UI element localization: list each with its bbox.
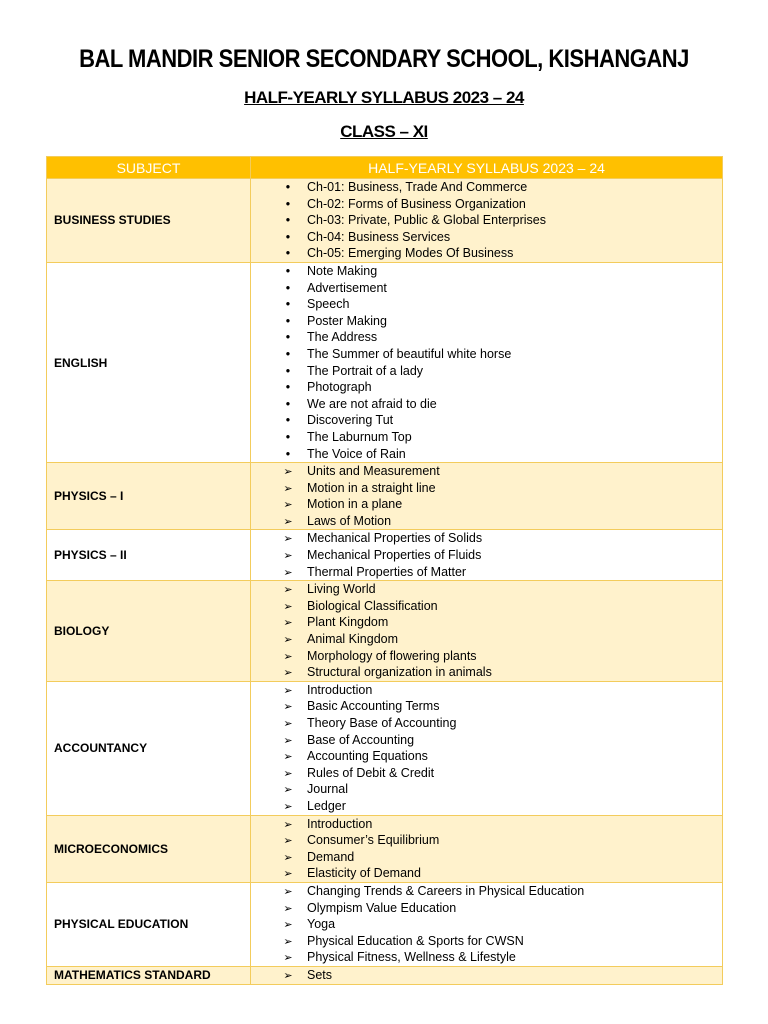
subject-column-header: SUBJECT [47, 157, 251, 179]
arrow-bullet-icon [281, 715, 295, 733]
arrow-bullet-icon [281, 547, 295, 565]
bullet-icon [281, 363, 295, 380]
arrow-bullet-icon [281, 614, 295, 632]
list-item [251, 883, 722, 900]
table-header-row [47, 157, 723, 179]
table-body [47, 179, 723, 985]
topic-label: Olympism Value Education [307, 900, 457, 915]
topic-list [251, 682, 722, 815]
topic-label: Advertisement [307, 280, 387, 295]
list-item [251, 480, 722, 497]
arrow-bullet-icon [281, 530, 295, 548]
topic-list [251, 816, 722, 882]
syllabus-cell [251, 530, 723, 581]
topic-label: Animal Kingdom [307, 632, 399, 647]
syllabus-table [46, 156, 723, 985]
subject-name: PHYSICS – II [47, 530, 251, 581]
list-item [251, 664, 722, 681]
arrow-bullet-icon [281, 648, 295, 666]
topic-label: Ch-04: Business Services [307, 229, 451, 244]
list-item [251, 698, 722, 715]
bullet-icon [281, 229, 295, 246]
topic-label: Mechanical Properties of Fluids [307, 548, 482, 563]
list-item [251, 832, 722, 849]
topic-label: Rules of Debit & Credit [307, 765, 435, 780]
list-item [251, 967, 722, 984]
topic-label: Structural organization in animals [307, 665, 492, 680]
topic-label: Ch-02: Forms of Business Organization [307, 196, 526, 211]
topic-list [251, 967, 722, 984]
list-item [251, 280, 722, 297]
list-item [251, 245, 722, 262]
topic-label: Ledger [307, 798, 346, 813]
list-item [251, 329, 722, 346]
bullet-icon [281, 263, 295, 280]
topic-label: Discovering Tut [307, 413, 394, 428]
list-item [251, 412, 722, 429]
arrow-bullet-icon [281, 496, 295, 514]
syllabus-heading: HALF-YEARLY SYLLABUS 2023 – 24 [244, 88, 524, 107]
arrow-bullet-icon [281, 849, 295, 867]
arrow-bullet-icon [281, 480, 295, 498]
syllabus-cell [251, 463, 723, 530]
topic-label: Consumer’s Equilibrium [307, 833, 440, 848]
subject-name: BIOLOGY [47, 581, 251, 682]
list-item [251, 581, 722, 598]
arrow-bullet-icon [281, 748, 295, 766]
list-item [251, 513, 722, 530]
topic-list [251, 179, 722, 262]
subject-name: PHYSICS – I [47, 463, 251, 530]
topic-label: Photograph [307, 380, 372, 395]
topic-label: Poster Making [307, 313, 387, 328]
topic-label: Ch-01: Business, Trade And Commerce [307, 180, 528, 194]
topic-label: Physical Education & Sports for CWSN [307, 933, 524, 948]
list-item [251, 682, 722, 699]
subject-name: ENGLISH [47, 262, 251, 462]
list-item [251, 379, 722, 396]
topic-label: Introduction [307, 682, 373, 697]
list-item [251, 781, 722, 798]
topic-label: Accounting Equations [307, 749, 428, 764]
arrow-bullet-icon [281, 765, 295, 783]
topic-label: Journal [307, 782, 348, 797]
topic-list [251, 463, 722, 529]
list-item [251, 212, 722, 229]
arrow-bullet-icon [281, 581, 295, 599]
syllabus-cell [251, 262, 723, 462]
topic-label: The Summer of beautiful white horse [307, 346, 512, 361]
topic-label: Theory Base of Accounting [307, 716, 457, 730]
list-item [251, 865, 722, 882]
topic-label: Morphology of flowering plants [307, 648, 477, 663]
arrow-bullet-icon [281, 933, 295, 951]
topic-label: The Laburnum Top [307, 429, 412, 444]
syllabus-cell [251, 815, 723, 882]
arrow-bullet-icon [281, 916, 295, 934]
arrow-bullet-icon [281, 664, 295, 682]
topic-label: Sets [307, 967, 333, 982]
arrow-bullet-icon [281, 967, 295, 985]
list-item [251, 732, 722, 749]
topic-label: Yoga [307, 917, 336, 932]
topic-label: Basic Accounting Terms [307, 699, 440, 714]
syllabus-cell [251, 581, 723, 682]
subject-name: PHYSICAL EDUCATION [47, 882, 251, 966]
topic-label: Biological Classification [307, 598, 438, 613]
list-item [251, 798, 722, 815]
topic-list [251, 581, 722, 681]
arrow-bullet-icon [281, 900, 295, 918]
bullet-icon [281, 346, 295, 363]
table-row [47, 463, 723, 530]
list-item [251, 598, 722, 615]
table-row [47, 966, 723, 984]
arrow-bullet-icon [281, 513, 295, 531]
arrow-bullet-icon [281, 865, 295, 883]
list-item [251, 715, 722, 732]
syllabus-cell [251, 179, 723, 263]
topic-label: The Voice of Rain [307, 446, 406, 461]
list-item [251, 363, 722, 380]
list-item [251, 631, 722, 648]
syllabus-cell [251, 681, 723, 815]
topic-label: Note Making [307, 263, 378, 278]
arrow-bullet-icon [281, 883, 295, 901]
list-item [251, 949, 722, 966]
bullet-icon [281, 329, 295, 346]
topic-label: Motion in a straight line [307, 480, 436, 495]
list-item [251, 396, 722, 413]
list-item [251, 179, 722, 196]
arrow-bullet-icon [281, 564, 295, 582]
subject-name: ACCOUNTANCY [47, 681, 251, 815]
table-row [47, 815, 723, 882]
subject-name: BUSINESS STUDIES [47, 179, 251, 263]
bullet-icon [281, 296, 295, 313]
subject-name: MICROECONOMICS [47, 815, 251, 882]
list-item [251, 263, 722, 280]
arrow-bullet-icon [281, 698, 295, 716]
list-item [251, 648, 722, 665]
list-item [251, 463, 722, 480]
arrow-bullet-icon [281, 732, 295, 750]
subject-name: MATHEMATICS STANDARD [47, 966, 251, 984]
table-row [47, 581, 723, 682]
bullet-icon [281, 245, 295, 262]
arrow-bullet-icon [281, 781, 295, 799]
arrow-bullet-icon [281, 798, 295, 816]
list-item [251, 446, 722, 463]
arrow-bullet-icon [281, 463, 295, 481]
list-item [251, 933, 722, 950]
table-row [47, 882, 723, 966]
topic-label: Demand [307, 849, 355, 864]
list-item [251, 346, 722, 363]
topic-list [251, 263, 722, 462]
topic-label: Motion in a plane [307, 497, 403, 512]
school-name: BAL MANDIR SENIOR SECONDARY SCHOOL, KISHANGANJ [79, 44, 689, 73]
bullet-icon [281, 196, 295, 213]
topic-label: We are not afraid to die [307, 396, 437, 411]
topic-label: Introduction [307, 816, 373, 831]
topic-label: Changing Trends & Careers in Physical Education [307, 883, 585, 898]
arrow-bullet-icon [281, 832, 295, 850]
syllabus-cell [251, 882, 723, 966]
topic-label: Physical Fitness, Wellness & Lifestyle [307, 950, 516, 965]
arrow-bullet-icon [281, 949, 295, 967]
bullet-icon [281, 313, 295, 330]
topic-label: Elasticity of Demand [307, 866, 421, 881]
syllabus-cell [251, 966, 723, 984]
topic-label: Plant Kingdom [307, 615, 389, 630]
bullet-icon [281, 396, 295, 413]
topic-list [251, 530, 722, 580]
bullet-icon [281, 212, 295, 229]
list-item [251, 765, 722, 782]
topic-label: Ch-05: Emerging Modes Of Business [307, 246, 514, 261]
class-heading: CLASS – XI [340, 122, 428, 141]
list-item [251, 429, 722, 446]
topic-label: Ch-03: Private, Public & Global Enterprises [307, 213, 546, 228]
bullet-icon [281, 379, 295, 396]
topic-label: Thermal Properties of Matter [307, 564, 467, 579]
topic-label: Living World [307, 582, 376, 597]
bullet-icon [281, 412, 295, 429]
list-item [251, 496, 722, 513]
table-row [47, 262, 723, 462]
list-item [251, 614, 722, 631]
table-row [47, 179, 723, 263]
bullet-icon [281, 446, 295, 463]
topic-label: Speech [307, 297, 350, 312]
topic-label: Laws of Motion [307, 513, 392, 528]
arrow-bullet-icon [281, 816, 295, 834]
arrow-bullet-icon [281, 631, 295, 649]
topic-label: Units and Measurement [307, 464, 440, 479]
bullet-icon [281, 429, 295, 446]
bullet-icon [281, 280, 295, 297]
bullet-icon [281, 179, 295, 196]
table-row [47, 530, 723, 581]
table-row [47, 681, 723, 815]
list-item [251, 900, 722, 917]
list-item [251, 313, 722, 330]
list-item [251, 816, 722, 833]
list-item [251, 530, 722, 547]
list-item [251, 564, 722, 581]
list-item [251, 916, 722, 933]
arrow-bullet-icon [281, 682, 295, 700]
topic-label: The Address [307, 330, 378, 345]
topic-label: Base of Accounting [307, 732, 415, 747]
list-item [251, 849, 722, 866]
syllabus-column-header: HALF-YEARLY SYLLABUS 2023 – 24 [251, 157, 723, 179]
topic-label: Mechanical Properties of Solids [307, 531, 483, 546]
list-item [251, 296, 722, 313]
list-item [251, 547, 722, 564]
arrow-bullet-icon [281, 598, 295, 616]
list-item [251, 229, 722, 246]
list-item [251, 196, 722, 213]
list-item [251, 748, 722, 765]
topic-label: The Portrait of a lady [307, 363, 424, 378]
topic-list [251, 883, 722, 966]
